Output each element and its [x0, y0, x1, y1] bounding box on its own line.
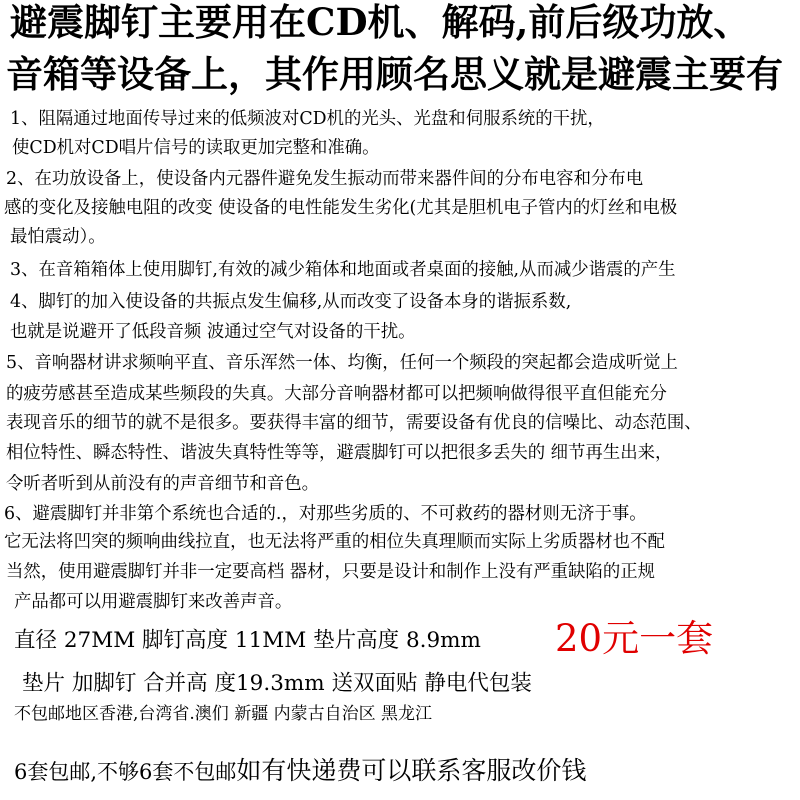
contact-service-note: 如有快递费可以联系客服改价钱 — [236, 756, 587, 785]
point-2-line-2: 感的变化及接触电阻的改变 使设备的电性能发生劣化(尤其是胆机电子管内的灯丝和电极 — [4, 198, 678, 218]
point-4-line-1: 4、脚钉的加入使设备的共振点发生偏移,从而改变了设备本身的谐振系数, — [10, 292, 572, 312]
free-shipping-condition: 6套包邮,不够6套不包邮 — [14, 760, 237, 784]
point-5-line-2: 的疲劳感甚至造成某些频段的失真。大部分音响器材都可以把频响做得很平直但能充分 — [6, 384, 667, 404]
spec-line-2: 垫片 加脚钉 合并高 度19.3mm 送双面贴 静电代包装 — [22, 671, 532, 696]
point-2-line-1: 2、在功放设备上，使设备内元器件避免发生振动而带来器件间的分布电容和分布电 — [6, 169, 644, 189]
point-5-line-1: 5、音响器材讲求频响平直、音乐浑然一体、均衡，任何一个频段的突起都会造成听觉上 — [6, 353, 678, 373]
point-6-line-3: 当然，使用避震脚钉并非一定要高档 器材，只要是设计和制作上没有严重缺陷的正规 — [6, 562, 655, 582]
spec-line-1: 直径 27MM 脚钉高度 11MM 垫片高度 8.9mm — [14, 628, 481, 653]
price-label: 20元一套 — [555, 617, 714, 660]
point-1-line-1: 1、阻隔通过地面传导过来的低频波对CD机的光头、光盘和伺服系统的干扰， — [10, 109, 605, 129]
point-6-line-4: 产品都可以用避震脚钉来改善声音。 — [14, 592, 293, 612]
point-6-line-2: 它无法将凹突的频响曲线拉直，也无法将严重的相位失真理顺而实际上劣质器材也不配 — [4, 532, 665, 552]
point-3-line-1: 3、在音箱箱体上使用脚钉,有效的减少箱体和地面或者桌面的接触,从而减少谐震的产生 — [10, 260, 676, 280]
point-4-line-2: 也就是说避开了低段音频 波通过空气对设备的干扰。 — [10, 322, 416, 342]
point-6-line-1: 6、避震脚钉并非第个系统也合适的.，对那些劣质的、不可救药的器材则无济于事。 — [4, 504, 647, 524]
point-5-line-5: 令听者听到从前没有的声音细节和音色。 — [6, 474, 320, 494]
point-5-line-3: 表现音乐的细节的就不是很多。要获得丰富的细节，需要设备有优良的信噪比、动态范围、 — [6, 413, 702, 433]
footer-line — [14, 758, 586, 783]
point-1-line-2: 使CD机对CD唱片信号的读取更加完整和准确。 — [12, 138, 380, 158]
page-title-line-1: 避震脚钉主要用在CD机、解码,前后级功放、 — [10, 0, 751, 44]
point-2-line-3: 最怕震动）。 — [10, 227, 106, 247]
page-title-line-2: 音箱等设备上，其作用顾名思义就是避震主要有 — [6, 52, 783, 96]
point-5-line-4: 相位特性、瞬态特性、谐波失真特性等等，避震脚钉可以把很多丢失的 细节再生出来， — [6, 443, 673, 463]
shipping-exclusion-note: 不包邮地区香港,台湾省.澳们 新疆 内蒙古自治区 黑龙江 — [14, 704, 433, 724]
